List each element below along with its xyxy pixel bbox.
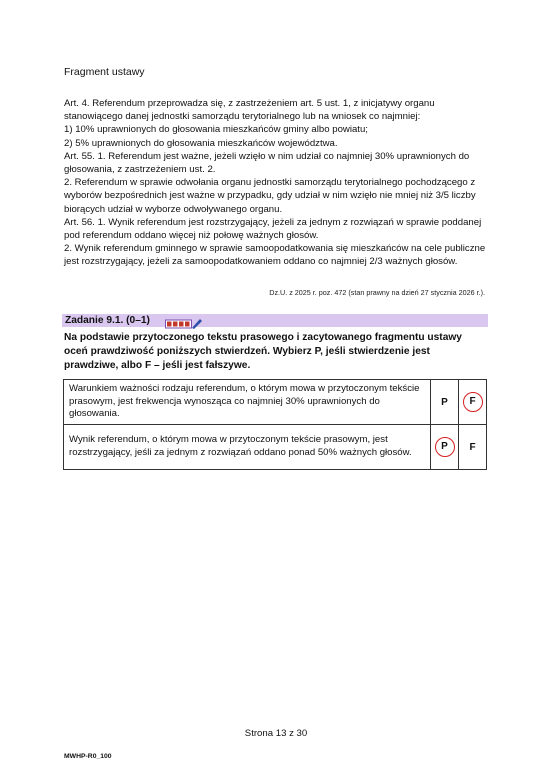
option-p[interactable]: [431, 425, 459, 470]
table-row: [64, 380, 487, 425]
fragment-title: Fragment ustawy: [64, 66, 145, 78]
answer-circle-icon: [463, 392, 483, 412]
option-f[interactable]: [459, 380, 487, 425]
option-p-label: P: [441, 396, 448, 408]
answer-circle-icon: [435, 437, 455, 457]
law-excerpt: [64, 97, 494, 269]
option-f-label: F: [469, 441, 476, 453]
table-row: [64, 425, 487, 470]
statement-text: Warunkiem ważności rodzaju referendum, o którym mowa w przytoczonym tekście prasowym, jest frekwencja wynosząca co najmniej 30% uprawnionych do głosowania.: [64, 380, 431, 425]
option-p-label: P: [441, 441, 448, 452]
instruction-line: oceń prawdziwość poniższych stwierdzeń. Wybierz P, jeśli stwierdzenie jest: [64, 345, 430, 357]
task-title: Zadanie 9.1. (0–1): [65, 315, 150, 326]
law-paragraph: Art. 55. 1. Referendum jest ważne, jeżeli wzięło w nim udział co najmniej 30% uprawnionych do głosowania, z zastrzeżeniem ust. 2.: [64, 150, 470, 176]
law-paragraph: 1) 10% uprawnionych do głosowania mieszkańców gminy albo powiatu;: [64, 124, 368, 136]
option-f[interactable]: [459, 425, 487, 470]
law-paragraph: Art. 56. 1. Wynik referendum jest rozstrzygający, jeżeli za jednym z rozwiązań w sprawie poddanej pod referendum oddano więcej niż połowę ważnych głosów.: [64, 216, 482, 242]
option-p[interactable]: [431, 380, 459, 425]
law-paragraph: 2) 5% uprawnionych do głosowania mieszkańców województwa.: [64, 137, 338, 149]
law-paragraph: 2. Referendum w sprawie odwołania organu jednostki samorządu terytorialnego pochodzącego z wyborów bezpośrednich jest ważne w przypadku, gdy udział w nim wzięło nie mniej niż 3/5 liczby biorących udział w wyborze odwoływanego organu.: [64, 177, 476, 215]
law-paragraph: Art. 4. Referendum przeprowadza się, z zastrzeżeniem art. 5 ust. 1, z inicjatywy organu stanowiącego danej jednostki samorządu terytorialnego lub na wniosek co najmniej:: [64, 98, 435, 123]
instruction-line: prawdziwe, albo F – jeśli jest fałszywe.: [64, 359, 251, 371]
law-source: Dz.U. z 2025 r. poz. 472 (stan prawny na dzień 27 stycznia 2026 r.).: [269, 288, 485, 297]
task-instruction: [64, 331, 494, 372]
option-f-label: F: [469, 396, 476, 407]
page-number: Strona 13 z 30: [244, 728, 308, 739]
true-false-table: [63, 379, 487, 470]
instruction-line: Na podstawie przytoczonego tekstu prasowego i zacytowanego fragmentu ustawy: [64, 332, 462, 343]
statement-text: Wynik referendum, o którym mowa w przytoczonym tekście prasowym, jest rozstrzygający, jeśli za jednym z rozwiązań oddano ponad 50% ważnych głosów.: [64, 425, 431, 470]
law-paragraph: 2. Wynik referendum gminnego w sprawie samoopodatkowania się mieszkańców na cele publiczne jest rozstrzygający, jeżeli za samoopodatkowaniem oddano co najmniej 2/3 ważnych głosów.: [64, 243, 486, 268]
exam-code: MWHP-R0_100: [64, 753, 112, 760]
